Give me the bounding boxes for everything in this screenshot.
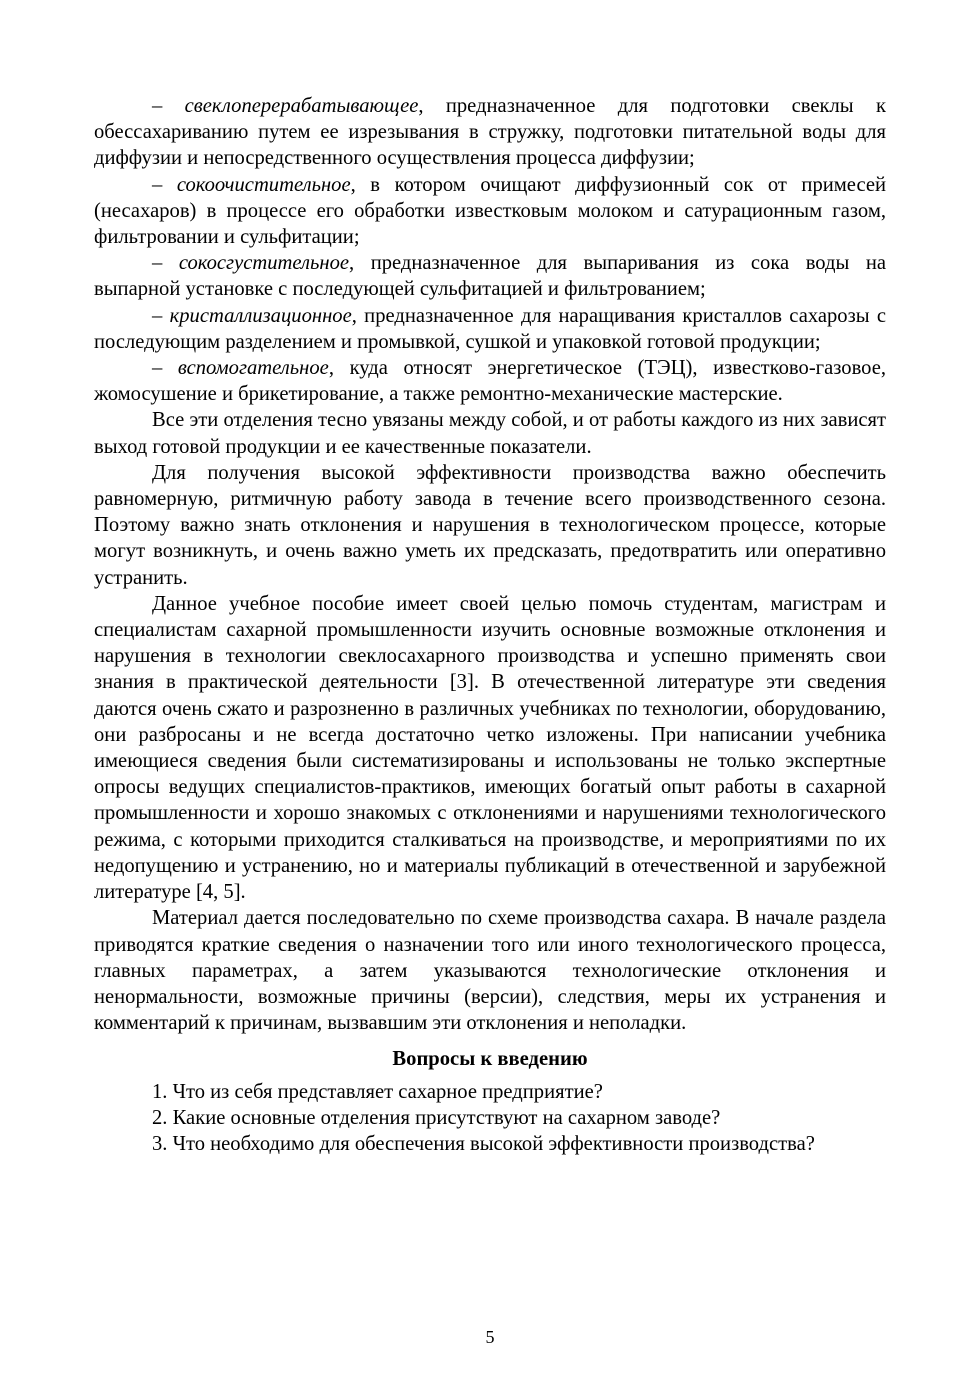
- department-term: сокосгустительное: [178, 252, 350, 275]
- department-item: [94, 172, 886, 251]
- body-paragraph: Для получения высокой эффективности производства важно обеспечить равномерную, ритмичную работу завода в течение всего производственного сезона. Поэтому важно знать отклонения и нарушения в технологическом процессе, которые могут возникнуть, и очень важно уметь их предсказать, предотвратить или оперативно устранить.: [94, 461, 886, 589]
- page-body: [94, 93, 886, 1157]
- questions-heading: Вопросы к введению: [392, 1048, 588, 1071]
- department-term: кристаллизационное: [169, 304, 352, 327]
- body-paragraph: Все эти отделения тесно увязаны между собой, и от работы каждого из них зависят выход готовой продукции и ее качественные показатели.: [94, 409, 886, 458]
- body-paragraph: Данное учебное пособие имеет своей целью помочь студентам, магистрам и специалистам сахарной промышленности изучить основные возможные отклонения и нарушения в технологии свеклосахарного производства и успешно применять свои знания в практической деятельности [3]. В отечественной литературе эти сведения даются очень сжато и разрозненно в различных учебниках по технологии, оборудованию, они разбросаны и не всегда достаточно четко изложены. При написании учебника имеющиеся сведения были систематизированы и использованы не только экспертные опросы ведущих специалистов-практиков, имеющих богатый опыт работы в сахарной промышленности и хорошо знакомых с отклонениями и нарушениями технологического режима, с которыми приходится сталкиваться на производстве, и мероприятиями по их недопущению и устранению, но и материалы публикаций в отечественной и зарубежной литературе [4, 5].: [94, 592, 886, 904]
- list-dash: –: [152, 173, 177, 196]
- department-description: , предназначенное для наращивания кристаллов сахарозы с последующим разделением и промывкой, сушкой и упаковкой готовой продукции;: [94, 304, 886, 353]
- body-paragraph: Материал дается последовательно по схеме производства сахара. В начале раздела приводятся краткие сведения о назначении того или иного технологического процесса, главных параметрах, а затем указываются технологические отклонения и ненормальности, возможные причины (версии), следствия, меры их устранения и комментарий к причинам, вызвавшим эти отклонения и неполадки.: [94, 907, 886, 1035]
- list-dash: –: [152, 95, 185, 117]
- department-item: [94, 355, 886, 407]
- department-item: [94, 250, 886, 302]
- list-dash: –: [152, 304, 170, 327]
- department-term: сокоочистительное: [176, 173, 351, 196]
- page-number: 5: [485, 1327, 495, 1347]
- department-item: [94, 303, 886, 355]
- department-term: вспомогательное: [177, 357, 329, 380]
- department-description: , куда относят энергетическое (ТЭЦ), известково-газовое, жомосушение и брикетирование, а также ремонтно-механические мастерские.: [94, 357, 886, 406]
- questions-list: [94, 1079, 886, 1158]
- question-item: 3. Что необходимо для обеспечения высокой эффективности производства?: [152, 1132, 815, 1155]
- question-item: 2. Какие основные отделения присутствуют на сахарном заводе?: [152, 1106, 721, 1129]
- question-item: 1. Что из себя представляет сахарное предприятие?: [152, 1080, 603, 1103]
- list-dash: –: [152, 357, 178, 380]
- department-description: , предназначенное для подготовки свеклы к обессахариванию путем ее изрезывания в стружку, подготовки питательной воды для диффузии и непосредственного осуществления процесса диффузии;: [94, 95, 886, 170]
- department-item: [94, 93, 886, 172]
- department-term: свеклоперерабатывающее: [184, 95, 419, 117]
- list-dash: –: [152, 252, 179, 275]
- department-description: , в котором очищают диффузионный сок от примесей (несахаров) в процессе его обработки известковым молоком и сатурационным газом, фильтровании и сульфитации;: [94, 173, 886, 249]
- department-description: , предназначенное для выпаривания из сока воды на выпарной установке с последующей сульфитацией и фильтрованием;: [94, 252, 886, 301]
